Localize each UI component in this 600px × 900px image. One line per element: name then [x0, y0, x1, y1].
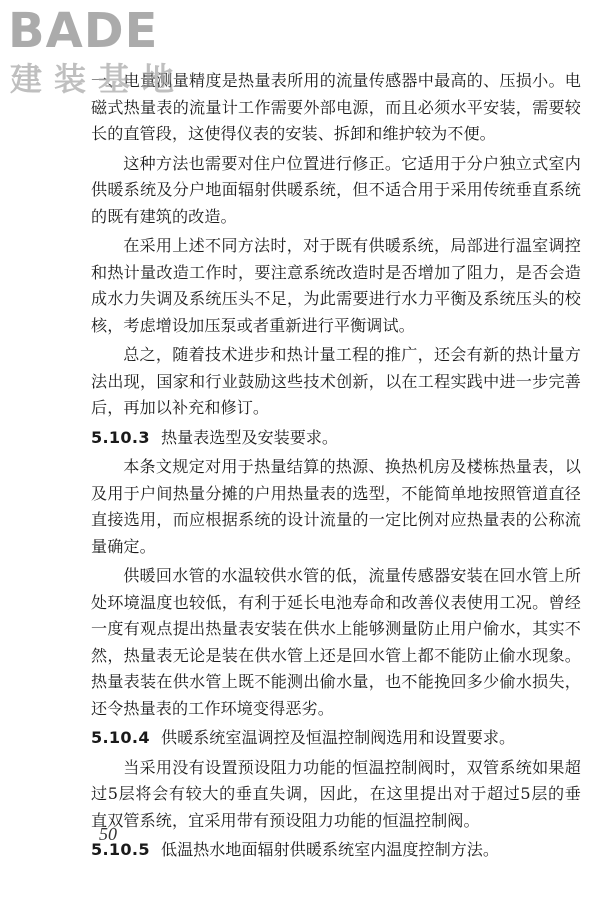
- logo-subtext: 建装基地: [10, 60, 187, 98]
- section-number: 5.10.3: [91, 427, 150, 447]
- paragraph: 这种方法也需要对住户位置进行修正。它适用于分户独立式室内供暖系统及分户地面辐射供暖系统，但不适合用于采用传统垂直系统的既有建筑的改造。: [91, 153, 581, 226]
- section-number: 5.10.4: [91, 728, 150, 747]
- section-title: 热量表选型及安装要求。: [161, 427, 339, 447]
- section-heading-5-10-3: [91, 425, 581, 452]
- section-title: 低温热水地面辐射供暖系统室内温度控制方法。: [161, 840, 499, 859]
- paragraph: 当采用没有设置预设阻力功能的恒温控制阀时，双管系统如果超过5层将会有较大的垂直失调，因此，在这里提出对于超过5层的垂直双管系统，宜采用带有预设阻力功能的恒温控制阀。: [91, 757, 581, 830]
- section-title: 供暖系统室温调控及恒温控制阀选用和设置要求。: [161, 728, 516, 747]
- paragraph: 供暖回水管的水温较供水管的低，流量传感器安装在回水管上所处环境温度也较低，有利于延长电池寿命和改善仪表使用工况。曾经一度有观点提出热量表安装在供水上能够测量防止用户偷水，其实不然，热量表无论是装在供水管上还是回水管上都不能防止偷水现象。热量表装在供水管上既不能测出偷水量，也不能挽回多少偷水损失，还令热量表的工作环境变得恶劣。: [91, 566, 581, 718]
- paragraph: 本条文规定对用于热量结算的热源、换热机房及楼栋热量表，以及用于户间热量分摊的户用热量表的选型，不能简单地按照管道直径直接选用，而应根据系统的设计流量的一定比例对应热量表的公称流量确定。: [91, 457, 581, 556]
- bade-logo-watermark: [8, 3, 188, 101]
- section-heading-5-10-4: [91, 725, 581, 752]
- document-body: [91, 68, 581, 867]
- logo-text: BADE: [8, 3, 159, 59]
- section-number: 5.10.5: [91, 840, 150, 859]
- section-heading-5-10-5: [91, 837, 581, 864]
- paragraph: 在采用上述不同方法时，对于既有供暖系统，局部进行温室调控和热计量改造工作时，要注意系统改造时是否增加了阻力，是否会造成水力失调及系统压头不足，为此需要进行水力平衡及系统压头的校核，考虑增设加压泵或者重新进行平衡调试。: [91, 236, 581, 335]
- paragraph-continuation: 一、电量测量精度是热量表所用的流量传感器中最高的、压损小。电磁式热量表的流量计工作需要外部电源，而且必须水平安装，需要较长的直管段，这使得仪表的安装、拆卸和维护较为不便。: [91, 71, 581, 143]
- paragraph: 总之，随着技术进步和热计量工程的推广，还会有新的热计量方法出现，国家和行业鼓励这些技术创新，以在工程实践中进一步完善后，再加以补充和修订。: [91, 345, 581, 417]
- page-number: 50: [99, 824, 117, 844]
